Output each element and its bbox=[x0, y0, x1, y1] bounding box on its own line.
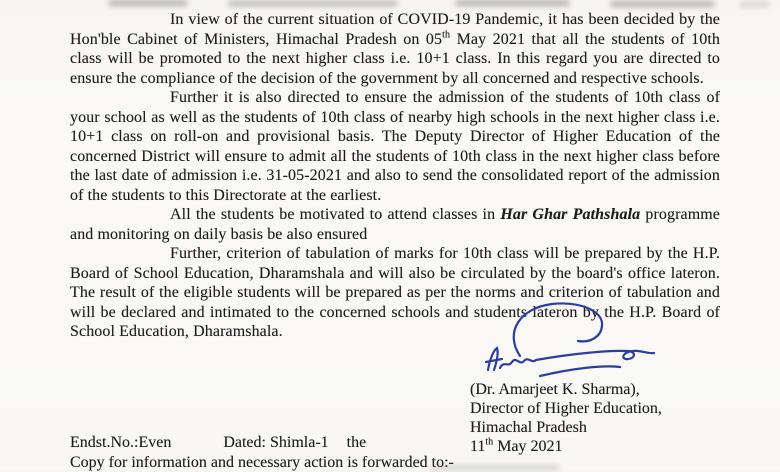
paragraph-1-text: May 2021 that all the students of 10th class will be promoted to the next higher class i.e. 10+1 class. In this regard you are directed to ensure the compliance of the decision of the government by all concerned and respective schools. bbox=[70, 31, 720, 87]
ordinal-superscript: th bbox=[442, 29, 450, 40]
paragraph-2: Further it is also directed to ensure the admission of the students of 10th class of your school as well as the students of 10th class of nearby high schools in the next higher class i.e. 10+1 class on roll-on and provisional basis. The Deputy Director of Higher Education of the concerned District will ensure to admit all the students of 10th class in the next higher class before the last date of admission i.e. 31-05-2021 and also to send the consolidated report of the admission of the students to this Directorate at the earliest. bbox=[70, 88, 720, 205]
endorsement-the: the bbox=[347, 433, 367, 453]
scan-artifact-top bbox=[228, 1, 398, 6]
scan-artifact-top bbox=[610, 1, 715, 7]
letter-body bbox=[70, 10, 720, 342]
signature-date-rest: May 2021 bbox=[493, 438, 562, 455]
endorsement-dated: Dated: Shimla-1 bbox=[223, 433, 328, 453]
paragraph-3-text: programme and monitoring on daily basis be also ensured bbox=[70, 206, 720, 243]
signatory-region: Himachal Pradesh bbox=[470, 418, 750, 437]
ordinal-superscript: th bbox=[485, 437, 493, 448]
endorsement-number: Endst.No.:Even bbox=[70, 433, 171, 453]
scan-artifact-top bbox=[740, 2, 770, 7]
paragraph-3 bbox=[70, 205, 720, 244]
copy-forward-line: Copy for information and necessary action is forwarded to:- bbox=[70, 453, 720, 472]
scan-artifact-top bbox=[108, 0, 188, 6]
signatory-name: (Dr. Amarjeet K. Sharma), bbox=[470, 380, 750, 399]
endorsement-line bbox=[70, 433, 720, 453]
signature-ink bbox=[478, 298, 713, 378]
signatory-designation: Director of Higher Education, bbox=[470, 399, 750, 418]
signature-date-day: 11 bbox=[470, 438, 485, 455]
paragraph-1-text: In view of the current situation of COVID-19 Pandemic, it has been decided by the Hon'ble Cabinet of Ministers, Himachal Pradesh on 05 bbox=[70, 11, 720, 48]
scan-artifact-top bbox=[455, 0, 570, 6]
paragraph-1 bbox=[70, 10, 720, 88]
paragraph-3-text: All the students be motivated to attend classes in bbox=[170, 206, 500, 223]
paragraph-4: Further, criterion of tabulation of marks for 10th class will be prepared by the H.P. Board of School Education, Dharamshala and will also be circulated by the board's office lateron. The result of the eligible students will be prepared as per the norms and criterion of tabulation and will be declared and intimated to the concerned schools and students lateron by the H.P. Board of School Education, Dharamshala. bbox=[70, 244, 720, 342]
scan-artifact-bottom bbox=[430, 465, 560, 470]
har-ghar-pathshala-emphasis: Har Ghar Pathshala bbox=[500, 206, 640, 223]
endorsement-footer bbox=[70, 433, 720, 472]
